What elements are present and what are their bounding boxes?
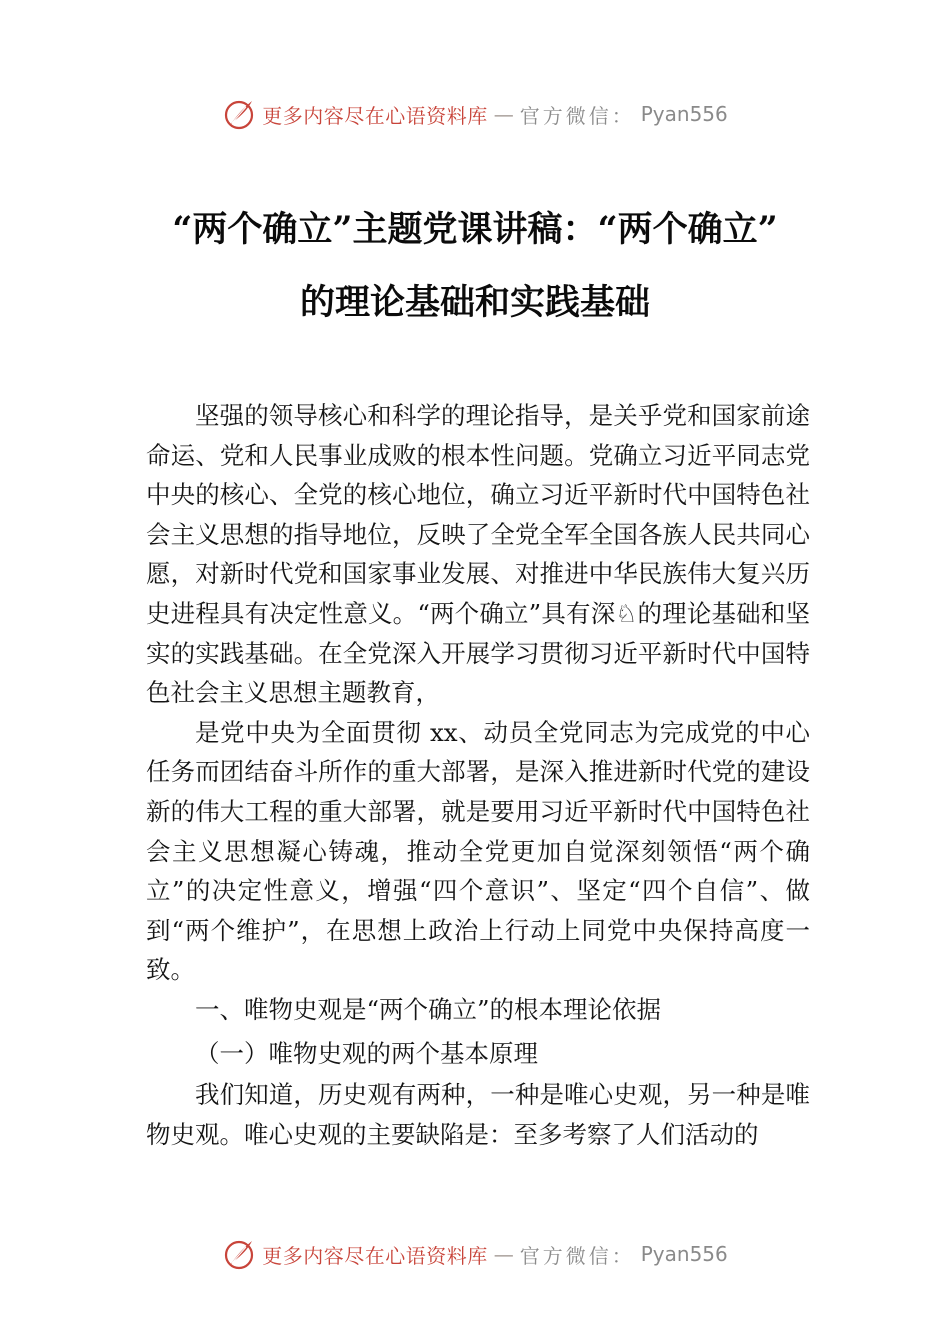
- banner-promo-text: 更多内容尽在心语资料库: [262, 1243, 488, 1268]
- footer-banner: [0, 1234, 950, 1274]
- banner-dash: —: [493, 1242, 514, 1266]
- subsection-heading-1: （一）唯物史观的两个基本原理: [195, 1038, 538, 1068]
- banner-wechat-label: 官方微信：: [519, 1243, 635, 1268]
- feather-pen-logo-icon: [222, 97, 256, 131]
- banner-promo-text: 更多内容尽在心语资料库: [262, 103, 488, 128]
- paragraph-3: 我们知道，历史观有两种，一种是唯心史观，另一种是唯物史观。唯心史观的主要缺陷是：至多考察了人们活动的: [146, 1080, 810, 1149]
- document-title-line2: 的理论基础和实践基础: [299, 282, 650, 323]
- feather-pen-logo-icon: [222, 1237, 256, 1271]
- document-body: [146, 396, 810, 1154]
- paragraph-2: 是党中央为全面贯彻 xx、动员全党同志为完成党的中心任务而团结奋斗所作的重大部署，是深入推进新时代党的建设新的伟大工程的重大部署，就是要用习近平新时代中国特色社会主义思想凝心铸魂，推动全党更加自觉深刻领悟“两个确立”的决定性意义，增强“四个意识”、坚定“四个自信”、做到“两个维护”，在思想上政治上行动上同党中央保持高度一致。: [146, 717, 810, 985]
- banner-wechat-id: Pyan556: [640, 1242, 728, 1266]
- banner-wechat-id: Pyan556: [640, 102, 728, 126]
- banner-dash: —: [493, 102, 514, 126]
- header-banner: [0, 94, 950, 134]
- banner-wechat-label: 官方微信：: [519, 103, 635, 128]
- document-title-line1: “两个确立”主题党课讲稿：“两个确立”: [172, 209, 778, 250]
- paragraph-1: 坚强的领导核心和科学的理论指导，是关乎党和国家前途命运、党和人民事业成败的根本性问题。党确立习近平同志党中央的核心、全党的核心地位，确立习近平新时代中国特色社会主义思想的指导地位，反映了全党全军全国各族人民共同心愿，对新时代党和国家事业发展、对推进中华民族伟大复兴历史进程具有决定性意义。“两个确立”具有深♘的理论基础和坚实的实践基础。在全党深入开展学习贯彻习近平新时代中国特色社会主义思想主题教育，: [146, 401, 810, 708]
- section-heading-1: 一、唯物史观是“两个确立”的根本理论依据: [195, 994, 662, 1024]
